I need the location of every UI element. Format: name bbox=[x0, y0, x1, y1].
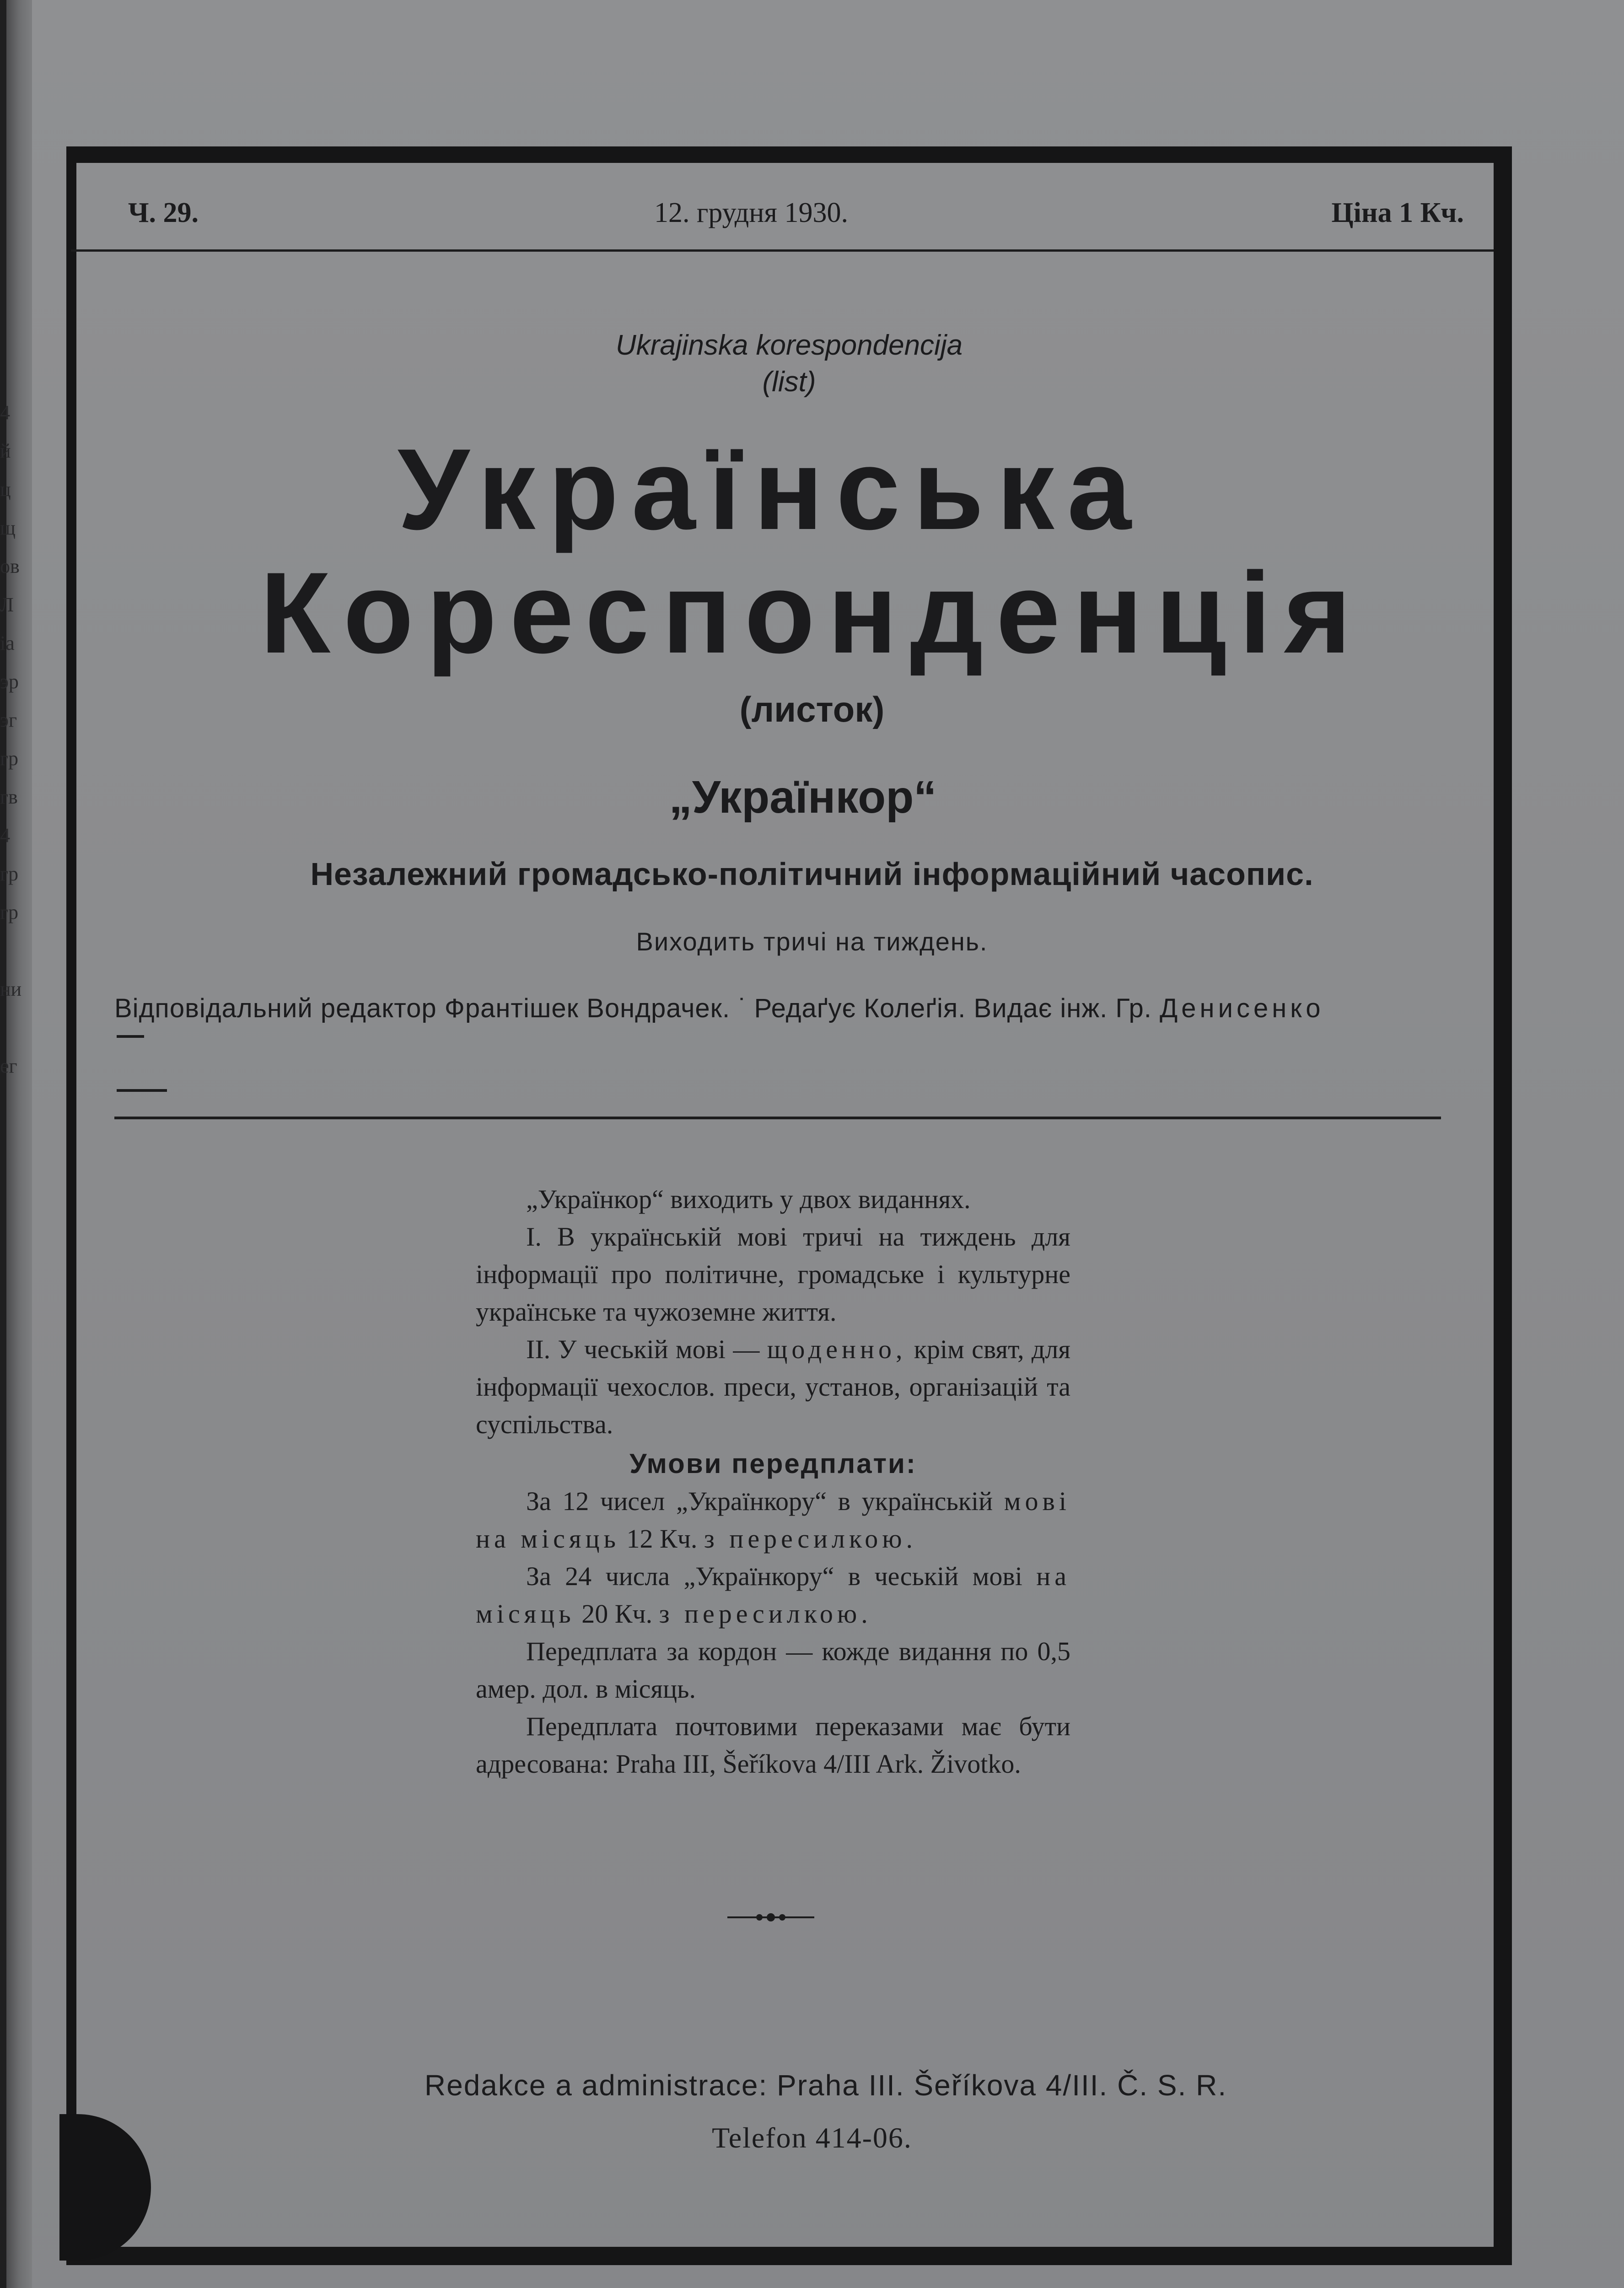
rate-czech bbox=[476, 1558, 1070, 1633]
rate-ukrainian-shipping: з пересилкою. bbox=[704, 1524, 917, 1554]
rate-czech-price: 20 Кч. bbox=[581, 1599, 653, 1629]
publisher-name: Денисенко bbox=[1160, 993, 1324, 1023]
latin-title: Ukrajinska korespondencija bbox=[615, 329, 963, 361]
rate-czech-prefix: За 24 числа „Українкору“ в чеській мові bbox=[526, 1561, 1022, 1591]
separator-mark: ˙ bbox=[738, 993, 748, 1023]
editorial-phone: Telefon 414-06. bbox=[712, 2121, 912, 2154]
masthead-title-line-1: Українська bbox=[398, 425, 1144, 554]
masthead-tagline: Незалежний громадсько-політичний інформаційний часопис. bbox=[310, 856, 1314, 892]
rate-ukrainian bbox=[476, 1483, 1070, 1558]
issue-number: Ч. 29. bbox=[128, 197, 199, 228]
binding-shadow bbox=[0, 0, 6, 2288]
edition-czech bbox=[476, 1331, 1070, 1443]
small-dash-mark bbox=[117, 1035, 144, 1038]
publisher-prefix: Видає інж. Гр. bbox=[973, 993, 1152, 1023]
rate-czech-shipping: з пересилкою. bbox=[659, 1599, 872, 1629]
editions-intro: „Українкор“ виходить у двох виданнях. bbox=[526, 1184, 971, 1214]
edition-czech-rest: крім свят, для інформації чехослов. преси, установ, організацій та суспільства. bbox=[476, 1334, 1071, 1439]
rate-ukrainian-prefix: За 12 чисел „Українкору“ в українській bbox=[526, 1486, 993, 1516]
conditions-heading: Умови передплати: bbox=[629, 1448, 917, 1479]
latin-title-sub: (list) bbox=[762, 366, 816, 398]
rate-czech-period: на місяць bbox=[476, 1561, 1070, 1629]
edition-czech-prefix: II. У чеській мові — bbox=[526, 1334, 760, 1364]
edition-czech-daily: щоденно, bbox=[767, 1334, 907, 1364]
masthead-title-line-2: Кореспонденція bbox=[260, 549, 1364, 677]
publication-frequency: Виходить тричі на тиждень. bbox=[636, 927, 988, 956]
rate-ukrainian-price: 12 Кч. bbox=[626, 1524, 698, 1554]
masthead-divider bbox=[114, 1117, 1441, 1119]
subscription-info bbox=[476, 1181, 1070, 1783]
issue-header bbox=[114, 188, 1464, 238]
postal-orders: Передплата почтовими переказами має бути адресована: Praha III, Šeříkova 4/III Ark. Životko. bbox=[476, 1711, 1070, 1779]
ornament-divider bbox=[727, 1910, 814, 1924]
editorial-address: Redakce a administrace: Praha III. Šeříkova 4/III. Č. S. R. bbox=[424, 2069, 1227, 2102]
header-rule bbox=[71, 249, 1494, 252]
edition-ukrainian: I. В українській мові тричі на тиждень для інформації про політичне, громадське і культурне українське та чужоземне життя. bbox=[476, 1222, 1070, 1327]
edited-by: Редаґує Колеґія. bbox=[754, 993, 966, 1023]
masthead-short-name: „Українкор“ bbox=[669, 772, 937, 823]
responsible-editor: Відповідальний редактор Франтішек Вондрачек. bbox=[114, 993, 731, 1023]
issue-price: Ціна 1 Кч. bbox=[1331, 197, 1464, 228]
small-dash-mark bbox=[117, 1089, 167, 1092]
editors-line bbox=[114, 993, 1455, 1024]
rate-abroad: Передплата за кордон — кожде видання по 0,5 амер. дол. в місяць. bbox=[476, 1636, 1070, 1704]
rate-ukrainian-period: мові на місяць bbox=[476, 1486, 1070, 1554]
issue-date: 12. грудня 1930. bbox=[654, 197, 848, 228]
masthead-subtitle: (листок) bbox=[739, 689, 885, 729]
adjacent-page-edge: 4 й ц щ ов Л іа эр эг гр гв 4 гр гр ни ег bbox=[0, 401, 22, 1077]
